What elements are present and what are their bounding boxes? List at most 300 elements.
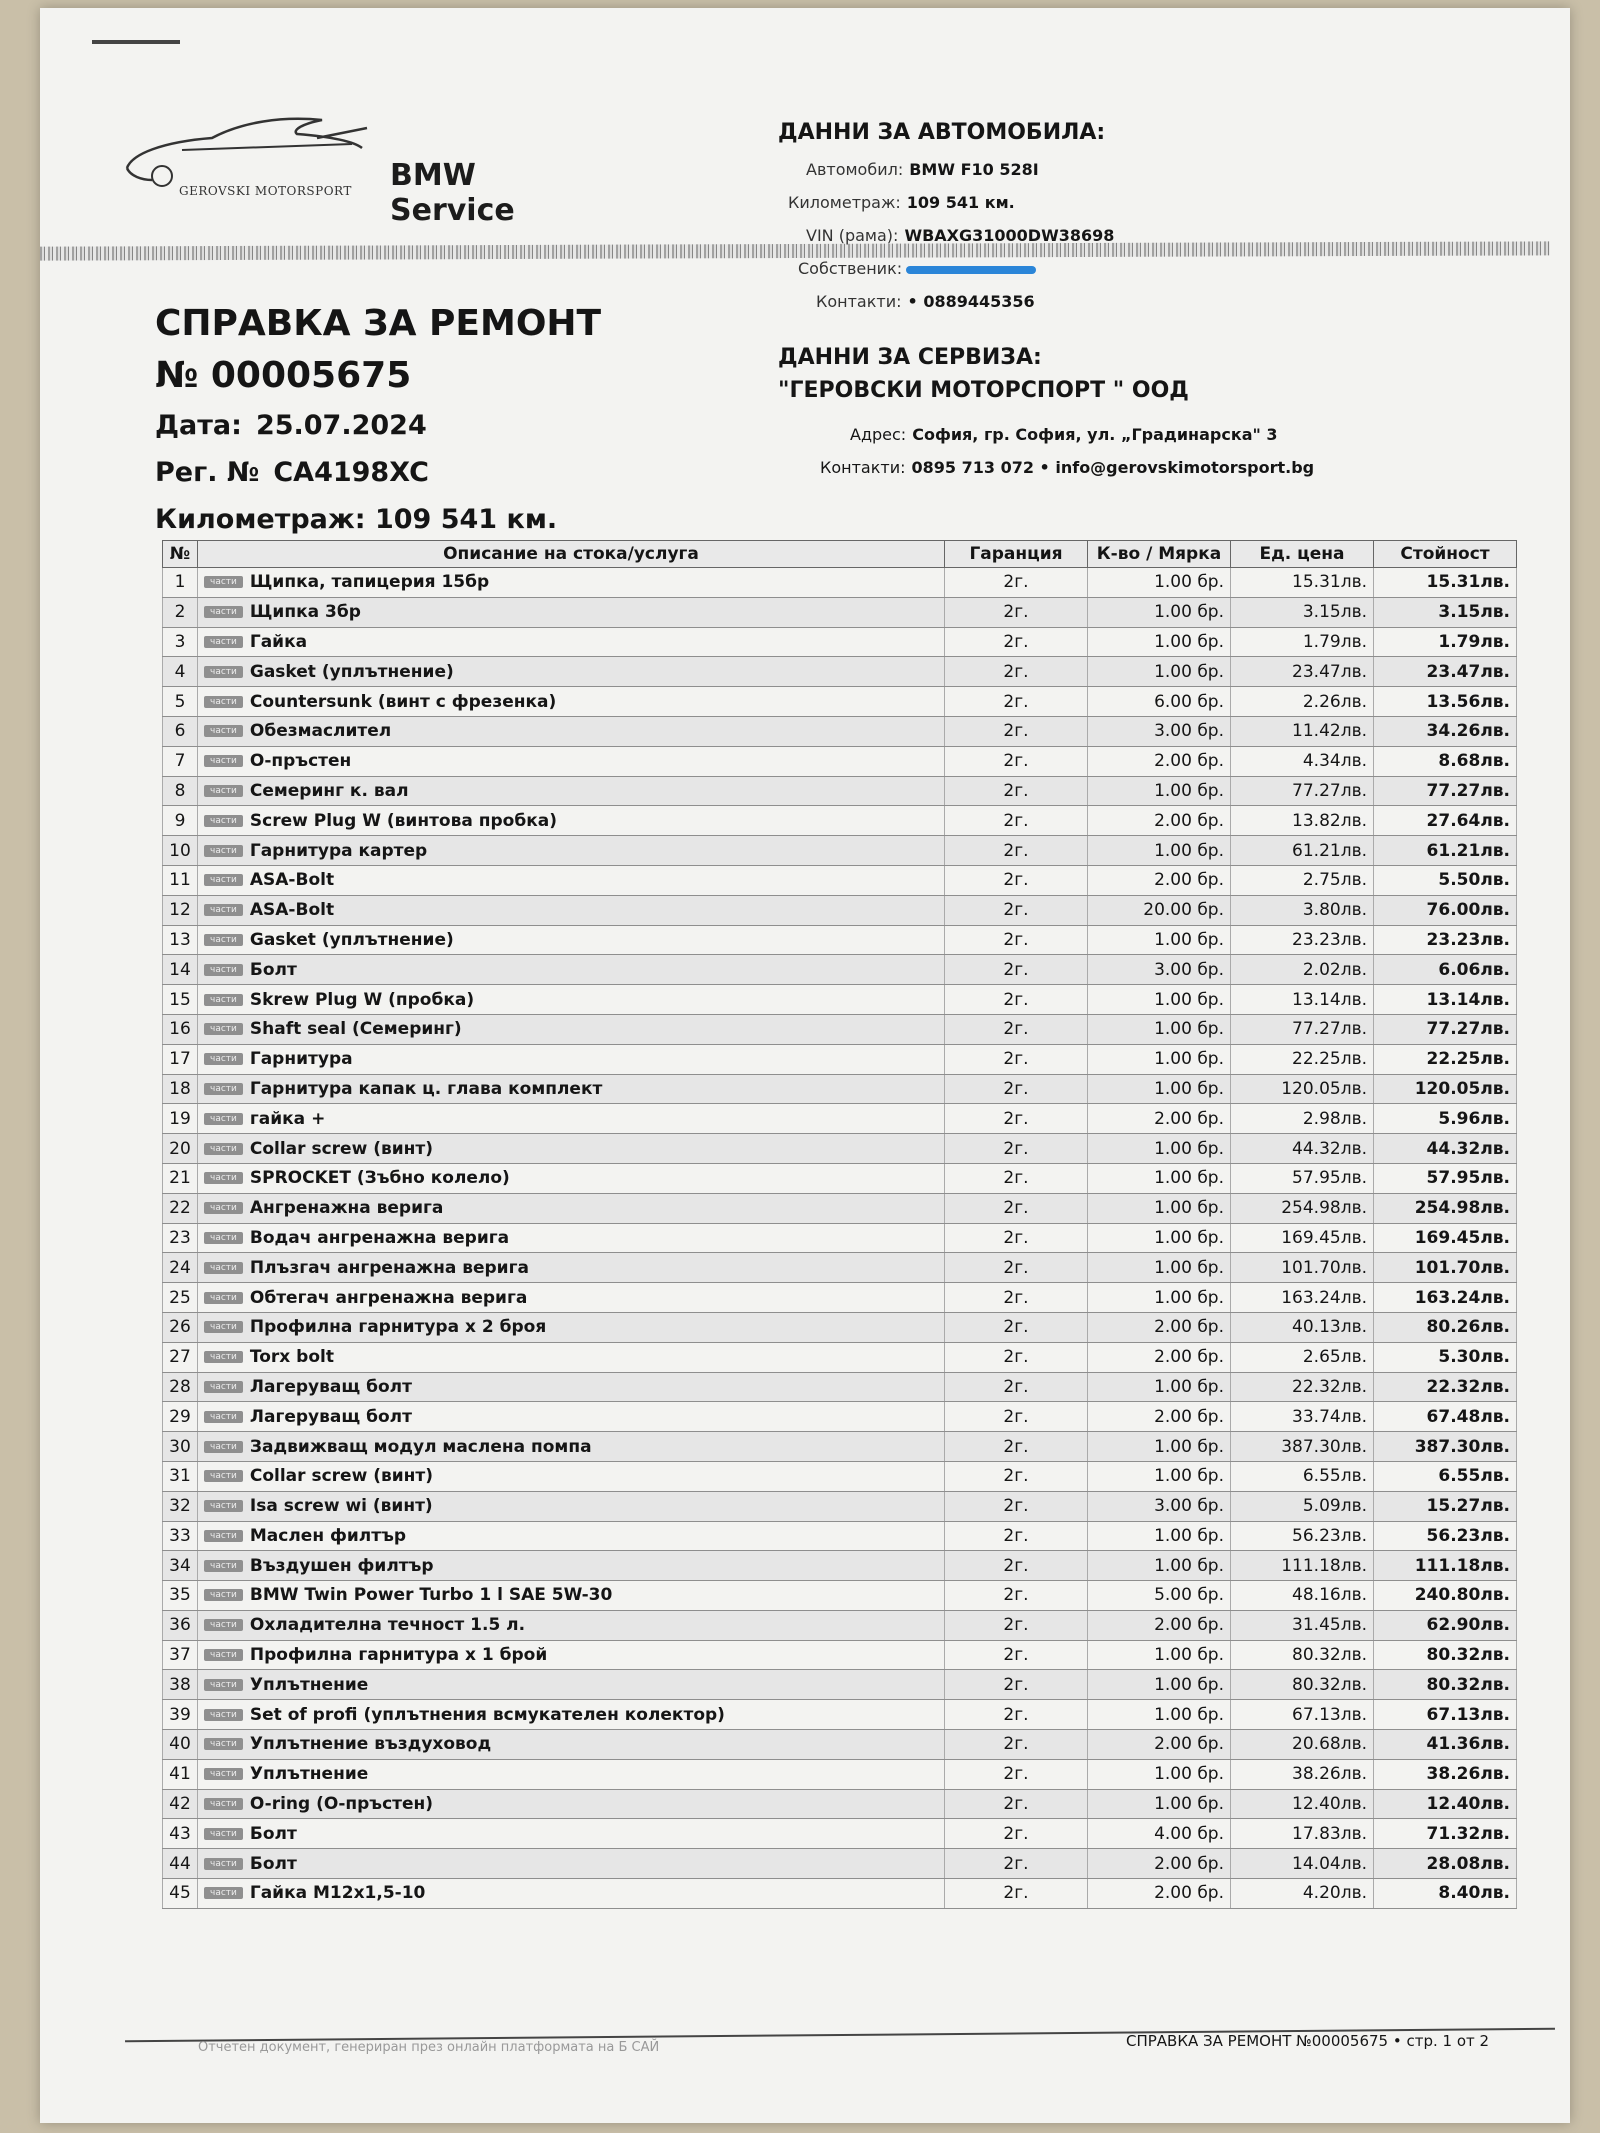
row-number: 42 xyxy=(163,1789,198,1819)
table-row xyxy=(163,1134,1517,1164)
item-unit-price: 22.32лв. xyxy=(1231,1372,1374,1402)
item-description xyxy=(198,1193,945,1223)
car-model-label: Автомобил: xyxy=(806,160,904,179)
car-owner-label: Собственик: xyxy=(798,259,903,278)
item-total: 23.23лв. xyxy=(1374,925,1517,955)
table-row xyxy=(163,746,1517,776)
item-unit-price: 4.20лв. xyxy=(1231,1879,1374,1909)
parts-tag: части xyxy=(204,815,243,827)
item-quantity: 4.00 бр. xyxy=(1088,1819,1231,1849)
table-row xyxy=(163,1491,1517,1521)
row-number: 2 xyxy=(163,597,198,627)
item-description-text: Collar screw (винт) xyxy=(249,1138,433,1159)
item-description xyxy=(198,746,945,776)
item-quantity: 3.00 бр. xyxy=(1088,1491,1231,1521)
item-warranty: 2г. xyxy=(945,1104,1088,1134)
item-total: 5.30лв. xyxy=(1374,1342,1517,1372)
parts-tag: части xyxy=(204,1441,243,1453)
item-unit-price: 101.70лв. xyxy=(1231,1253,1374,1283)
item-quantity: 1.00 бр. xyxy=(1088,568,1231,598)
parts-tag: части xyxy=(204,1262,243,1274)
table-row xyxy=(163,1432,1517,1462)
item-unit-price: 23.47лв. xyxy=(1231,657,1374,687)
table-row xyxy=(163,1581,1517,1611)
item-warranty: 2г. xyxy=(945,1610,1088,1640)
item-total: 80.32лв. xyxy=(1374,1640,1517,1670)
table-row xyxy=(163,627,1517,657)
item-quantity: 3.00 бр. xyxy=(1088,716,1231,746)
row-number: 14 xyxy=(163,955,198,985)
item-description-text: Гайка M12x1,5-10 xyxy=(249,1883,426,1904)
row-number: 38 xyxy=(163,1670,198,1700)
item-total: 5.96лв. xyxy=(1374,1104,1517,1134)
item-quantity: 1.00 бр. xyxy=(1088,657,1231,687)
item-description xyxy=(198,716,945,746)
table-row xyxy=(163,1700,1517,1730)
item-warranty: 2г. xyxy=(945,1312,1088,1342)
item-description xyxy=(198,985,945,1015)
item-description-text: Уплътнение xyxy=(249,1764,369,1785)
item-description-text: Въздушен филтър xyxy=(249,1555,434,1576)
item-description-text: Isa screw wi (винт) xyxy=(249,1496,433,1517)
item-quantity: 1.00 бр. xyxy=(1088,1789,1231,1819)
item-warranty: 2г. xyxy=(945,627,1088,657)
parts-tag: части xyxy=(204,1738,243,1750)
item-total: 169.45лв. xyxy=(1374,1223,1517,1253)
item-quantity: 1.00 бр. xyxy=(1088,1551,1231,1581)
parts-tag: части xyxy=(204,1351,243,1363)
item-unit-price: 17.83лв. xyxy=(1231,1819,1374,1849)
row-number: 19 xyxy=(163,1104,198,1134)
item-description-text: BMW Twin Power Turbo 1 l SAE 5W-30 xyxy=(249,1585,613,1606)
table-row xyxy=(163,1521,1517,1551)
table-row xyxy=(163,985,1517,1015)
parts-tag: части xyxy=(204,1560,243,1572)
row-number: 11 xyxy=(163,865,198,895)
item-total: 67.13лв. xyxy=(1374,1700,1517,1730)
item-total: 57.95лв. xyxy=(1374,1163,1517,1193)
table-row xyxy=(163,1193,1517,1223)
item-description xyxy=(198,1342,945,1372)
item-unit-price: 2.26лв. xyxy=(1231,687,1374,717)
item-unit-price: 11.42лв. xyxy=(1231,716,1374,746)
row-number: 36 xyxy=(163,1610,198,1640)
item-description xyxy=(198,568,945,598)
item-description xyxy=(198,1879,945,1909)
item-description xyxy=(198,1521,945,1551)
item-description-text: Маслен филтър xyxy=(249,1525,407,1546)
row-number: 9 xyxy=(163,806,198,836)
item-description xyxy=(198,806,945,836)
item-total: 80.26лв. xyxy=(1374,1312,1517,1342)
item-quantity: 1.00 бр. xyxy=(1088,1670,1231,1700)
item-quantity: 1.00 бр. xyxy=(1088,1223,1231,1253)
parts-tag: части xyxy=(204,696,243,708)
item-quantity: 1.00 бр. xyxy=(1088,1432,1231,1462)
row-number: 43 xyxy=(163,1819,198,1849)
row-number: 29 xyxy=(163,1402,198,1432)
item-description-text: Уплътнение xyxy=(249,1674,369,1695)
parts-tag: части xyxy=(204,725,243,737)
item-quantity: 1.00 бр. xyxy=(1088,1461,1231,1491)
row-number: 44 xyxy=(163,1849,198,1879)
item-warranty: 2г. xyxy=(945,657,1088,687)
item-description-text: Щипка, тапицерия 15бр xyxy=(249,572,490,593)
item-description-text: Профилна гарнитура х 1 брой xyxy=(249,1645,548,1666)
car-contacts-label: Контакти: xyxy=(816,292,902,311)
item-quantity: 1.00 бр. xyxy=(1088,1700,1231,1730)
parts-tag: части xyxy=(204,1411,243,1423)
item-description-text: Collar screw (винт) xyxy=(249,1466,433,1487)
item-total: 44.32лв. xyxy=(1374,1134,1517,1164)
row-number: 22 xyxy=(163,1193,198,1223)
item-unit-price: 5.09лв. xyxy=(1231,1491,1374,1521)
table-row xyxy=(163,1253,1517,1283)
table-row xyxy=(163,687,1517,717)
row-number: 34 xyxy=(163,1551,198,1581)
parts-tag: части xyxy=(204,1143,243,1155)
item-warranty: 2г. xyxy=(945,1521,1088,1551)
item-unit-price: 20.68лв. xyxy=(1231,1730,1374,1760)
item-warranty: 2г. xyxy=(945,1849,1088,1879)
table-row xyxy=(163,1670,1517,1700)
row-number: 41 xyxy=(163,1759,198,1789)
column-header: Описание на стока/услуга xyxy=(198,541,945,568)
table-row xyxy=(163,1372,1517,1402)
row-number: 18 xyxy=(163,1074,198,1104)
item-total: 8.40лв. xyxy=(1374,1879,1517,1909)
item-total: 76.00лв. xyxy=(1374,895,1517,925)
service-contacts-label: Контакти: xyxy=(820,458,906,477)
table-row xyxy=(163,776,1517,806)
item-total: 13.56лв. xyxy=(1374,687,1517,717)
row-number: 25 xyxy=(163,1283,198,1313)
item-description xyxy=(198,657,945,687)
item-total: 387.30лв. xyxy=(1374,1432,1517,1462)
row-number: 15 xyxy=(163,985,198,1015)
date-label: Дата: xyxy=(155,410,242,441)
item-total: 71.32лв. xyxy=(1374,1819,1517,1849)
item-description-text: Водач ангренажна верига xyxy=(249,1227,510,1248)
parts-tag: части xyxy=(204,1292,243,1304)
item-warranty: 2г. xyxy=(945,806,1088,836)
item-quantity: 2.00 бр. xyxy=(1088,1849,1231,1879)
parts-tag: части xyxy=(204,874,243,886)
item-warranty: 2г. xyxy=(945,1163,1088,1193)
table-row xyxy=(163,1074,1517,1104)
parts-tag: части xyxy=(204,1619,243,1631)
item-warranty: 2г. xyxy=(945,1640,1088,1670)
row-number: 26 xyxy=(163,1312,198,1342)
item-warranty: 2г. xyxy=(945,865,1088,895)
item-description-text: Лагеруващ болт xyxy=(249,1376,412,1397)
item-unit-price: 2.02лв. xyxy=(1231,955,1374,985)
item-total: 15.27лв. xyxy=(1374,1491,1517,1521)
row-number: 6 xyxy=(163,716,198,746)
item-unit-price: 13.14лв. xyxy=(1231,985,1374,1015)
item-quantity: 1.00 бр. xyxy=(1088,1163,1231,1193)
car-model: BMW F10 528I xyxy=(909,160,1039,179)
footer-note: Отчетен документ, генериран през онлайн платформата на Б САЙ xyxy=(198,2040,660,2055)
item-description-text: Семеринг к. вал xyxy=(249,780,409,801)
parts-tag: части xyxy=(204,576,243,588)
table-row xyxy=(163,865,1517,895)
item-quantity: 2.00 бр. xyxy=(1088,1610,1231,1640)
column-header: Гаранция xyxy=(945,541,1088,568)
item-description-text: гайка + xyxy=(249,1108,326,1129)
item-total: 77.27лв. xyxy=(1374,1014,1517,1044)
row-number: 37 xyxy=(163,1640,198,1670)
item-description-text: Гарнитура капак ц. глава комплект xyxy=(249,1078,603,1099)
item-description-text: О-пръстен xyxy=(249,751,352,772)
item-total: 28.08лв. xyxy=(1374,1849,1517,1879)
item-quantity: 1.00 бр. xyxy=(1088,1253,1231,1283)
item-description-text: Болт xyxy=(249,959,297,980)
parts-tag: части xyxy=(204,934,243,946)
item-description-text: Гарнитура xyxy=(249,1049,353,1070)
item-warranty: 2г. xyxy=(945,836,1088,866)
item-unit-price: 387.30лв. xyxy=(1231,1432,1374,1462)
table-row xyxy=(163,1730,1517,1760)
parts-tag: части xyxy=(204,755,243,767)
table-row xyxy=(163,657,1517,687)
item-description xyxy=(198,1730,945,1760)
item-warranty: 2г. xyxy=(945,1014,1088,1044)
item-description-text: Охладителна течност 1.5 л. xyxy=(249,1615,526,1636)
column-header: Ед. цена xyxy=(1231,541,1374,568)
item-warranty: 2г. xyxy=(945,1253,1088,1283)
item-quantity: 2.00 бр. xyxy=(1088,746,1231,776)
item-description xyxy=(198,1789,945,1819)
item-warranty: 2г. xyxy=(945,568,1088,598)
parts-tag: части xyxy=(204,1321,243,1333)
item-description xyxy=(198,1223,945,1253)
service-address-label: Адрес: xyxy=(850,425,907,444)
row-number: 3 xyxy=(163,627,198,657)
item-quantity: 1.00 бр. xyxy=(1088,1759,1231,1789)
item-quantity: 1.00 бр. xyxy=(1088,597,1231,627)
item-warranty: 2г. xyxy=(945,746,1088,776)
item-total: 27.64лв. xyxy=(1374,806,1517,836)
item-warranty: 2г. xyxy=(945,1491,1088,1521)
item-description xyxy=(198,627,945,657)
item-warranty: 2г. xyxy=(945,1193,1088,1223)
item-description xyxy=(198,1074,945,1104)
parts-tag: части xyxy=(204,904,243,916)
item-description-text: Плъзгач ангренажна верига xyxy=(249,1257,529,1278)
item-warranty: 2г. xyxy=(945,1759,1088,1789)
item-quantity: 2.00 бр. xyxy=(1088,1104,1231,1134)
table-row xyxy=(163,1342,1517,1372)
item-quantity: 1.00 бр. xyxy=(1088,776,1231,806)
row-number: 12 xyxy=(163,895,198,925)
item-unit-price: 12.40лв. xyxy=(1231,1789,1374,1819)
row-number: 17 xyxy=(163,1044,198,1074)
row-number: 39 xyxy=(163,1700,198,1730)
car-km-label: Километраж: xyxy=(788,193,901,212)
row-number: 23 xyxy=(163,1223,198,1253)
table-row xyxy=(163,1640,1517,1670)
row-number: 40 xyxy=(163,1730,198,1760)
item-total: 23.47лв. xyxy=(1374,657,1517,687)
document-meta xyxy=(155,402,557,543)
date-value: 25.07.2024 xyxy=(255,410,427,441)
item-unit-price: 80.32лв. xyxy=(1231,1640,1374,1670)
item-quantity: 1.00 бр. xyxy=(1088,1193,1231,1223)
item-description xyxy=(198,1014,945,1044)
item-unit-price: 77.27лв. xyxy=(1231,776,1374,806)
item-warranty: 2г. xyxy=(945,1700,1088,1730)
item-description-text: Щипка 3бр xyxy=(249,602,361,623)
item-total: 101.70лв. xyxy=(1374,1253,1517,1283)
table-row xyxy=(163,1879,1517,1909)
item-unit-price: 111.18лв. xyxy=(1231,1551,1374,1581)
item-description-text: Обтегач ангренажна верига xyxy=(249,1287,528,1308)
item-unit-price: 56.23лв. xyxy=(1231,1521,1374,1551)
item-warranty: 2г. xyxy=(945,1551,1088,1581)
item-description xyxy=(198,925,945,955)
item-total: 22.25лв. xyxy=(1374,1044,1517,1074)
item-warranty: 2г. xyxy=(945,1372,1088,1402)
parts-tag: части xyxy=(204,1500,243,1512)
item-description xyxy=(198,1432,945,1462)
car-km: 109 541 км. xyxy=(906,193,1015,212)
item-quantity: 2.00 бр. xyxy=(1088,865,1231,895)
item-unit-price: 67.13лв. xyxy=(1231,1700,1374,1730)
row-number: 35 xyxy=(163,1581,198,1611)
item-quantity: 3.00 бр. xyxy=(1088,955,1231,985)
item-quantity: 1.00 бр. xyxy=(1088,1283,1231,1313)
item-total: 12.40лв. xyxy=(1374,1789,1517,1819)
item-total: 80.32лв. xyxy=(1374,1670,1517,1700)
item-warranty: 2г. xyxy=(945,687,1088,717)
item-quantity: 1.00 бр. xyxy=(1088,1074,1231,1104)
table-row xyxy=(163,1789,1517,1819)
item-warranty: 2г. xyxy=(945,1879,1088,1909)
row-number: 28 xyxy=(163,1372,198,1402)
item-unit-price: 15.31лв. xyxy=(1231,568,1374,598)
company-logo xyxy=(122,110,602,228)
item-description-text: Screw Plug W (винтова пробка) xyxy=(249,810,557,831)
item-warranty: 2г. xyxy=(945,895,1088,925)
table-row xyxy=(163,1223,1517,1253)
item-unit-price: 6.55лв. xyxy=(1231,1461,1374,1491)
row-number: 7 xyxy=(163,746,198,776)
item-unit-price: 120.05лв. xyxy=(1231,1074,1374,1104)
car-vin-label: VIN (рама): xyxy=(806,226,899,245)
item-total: 163.24лв. xyxy=(1374,1283,1517,1313)
car-silhouette-icon xyxy=(122,110,372,190)
table-row xyxy=(163,568,1517,598)
column-header: Стойност xyxy=(1374,541,1517,568)
item-warranty: 2г. xyxy=(945,985,1088,1015)
item-total: 34.26лв. xyxy=(1374,716,1517,746)
item-warranty: 2г. xyxy=(945,1432,1088,1462)
item-quantity: 1.00 бр. xyxy=(1088,627,1231,657)
item-total: 8.68лв. xyxy=(1374,746,1517,776)
item-total: 41.36лв. xyxy=(1374,1730,1517,1760)
item-quantity: 1.00 бр. xyxy=(1088,836,1231,866)
item-description xyxy=(198,836,945,866)
item-quantity: 2.00 бр. xyxy=(1088,1342,1231,1372)
item-description xyxy=(198,1491,945,1521)
item-warranty: 2г. xyxy=(945,1342,1088,1372)
service-heading: ДАННИ ЗА СЕРВИЗА: xyxy=(778,345,1042,370)
redaction-mark xyxy=(906,266,1036,274)
table-row xyxy=(163,1044,1517,1074)
item-description xyxy=(198,1253,945,1283)
item-quantity: 1.00 бр. xyxy=(1088,925,1231,955)
item-warranty: 2г. xyxy=(945,925,1088,955)
parts-tag: части xyxy=(204,666,243,678)
item-description-text: ASA-Bolt xyxy=(249,900,335,921)
items-table xyxy=(162,540,1517,1909)
footer-page-info: СПРАВКА ЗА РЕМОНТ №00005675 • стр. 1 от 2 xyxy=(1126,2032,1490,2050)
item-unit-price: 254.98лв. xyxy=(1231,1193,1374,1223)
table-row xyxy=(163,716,1517,746)
item-description xyxy=(198,865,945,895)
item-unit-price: 169.45лв. xyxy=(1231,1223,1374,1253)
item-unit-price: 163.24лв. xyxy=(1231,1283,1374,1313)
car-contacts: • 0889445356 xyxy=(907,292,1035,311)
item-quantity: 2.00 бр. xyxy=(1088,1402,1231,1432)
item-warranty: 2г. xyxy=(945,1670,1088,1700)
table-row xyxy=(163,1104,1517,1134)
item-unit-price: 4.34лв. xyxy=(1231,746,1374,776)
item-warranty: 2г. xyxy=(945,955,1088,985)
parts-tag: части xyxy=(204,785,243,797)
item-warranty: 2г. xyxy=(945,1789,1088,1819)
item-description xyxy=(198,1670,945,1700)
item-unit-price: 57.95лв. xyxy=(1231,1163,1374,1193)
table-row xyxy=(163,806,1517,836)
item-warranty: 2г. xyxy=(945,1461,1088,1491)
item-unit-price: 3.80лв. xyxy=(1231,895,1374,925)
item-warranty: 2г. xyxy=(945,1730,1088,1760)
item-unit-price: 2.75лв. xyxy=(1231,865,1374,895)
row-number: 31 xyxy=(163,1461,198,1491)
item-description-text: Болт xyxy=(249,1823,297,1844)
table-header-row xyxy=(163,541,1517,568)
service-contacts: 0895 713 072 • info@gerovskimotorsport.bg xyxy=(911,458,1315,477)
reg-label: Рег. № xyxy=(155,457,260,488)
item-total: 62.90лв. xyxy=(1374,1610,1517,1640)
row-number: 32 xyxy=(163,1491,198,1521)
car-details xyxy=(778,116,1114,318)
item-quantity: 2.00 бр. xyxy=(1088,1879,1231,1909)
item-quantity: 1.00 бр. xyxy=(1088,1134,1231,1164)
item-quantity: 1.00 бр. xyxy=(1088,1521,1231,1551)
item-description xyxy=(198,1759,945,1789)
item-unit-price: 33.74лв. xyxy=(1231,1402,1374,1432)
parts-tag: части xyxy=(204,1113,243,1125)
row-number: 4 xyxy=(163,657,198,687)
item-description-text: Обезмаслител xyxy=(249,721,392,742)
item-warranty: 2г. xyxy=(945,1283,1088,1313)
row-number: 16 xyxy=(163,1014,198,1044)
parts-tag: части xyxy=(204,1083,243,1095)
item-description xyxy=(198,597,945,627)
parts-tag: части xyxy=(204,1679,243,1691)
row-number: 24 xyxy=(163,1253,198,1283)
parts-tag: части xyxy=(204,1589,243,1601)
car-heading: ДАННИ ЗА АВТОМОБИЛА: xyxy=(778,120,1106,145)
item-description-text: O-ring (О-пръстен) xyxy=(249,1794,434,1815)
service-address: София, гр. София, ул. „Градинарска" 3 xyxy=(912,425,1278,444)
item-description xyxy=(198,1312,945,1342)
item-description-text: Shaft seal (Семеринг) xyxy=(249,1019,462,1040)
item-warranty: 2г. xyxy=(945,1074,1088,1104)
